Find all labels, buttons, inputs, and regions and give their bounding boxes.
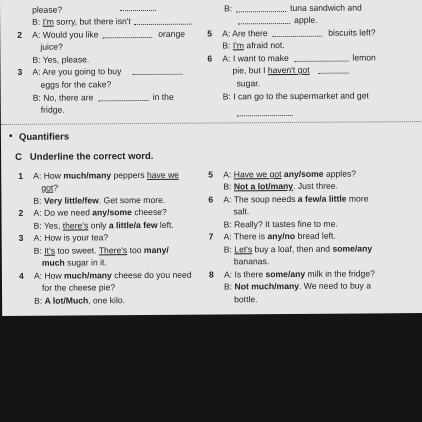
item6-a-line: A: I want to make	[222, 52, 289, 64]
c4-a-line2: for the cheese pie?	[41, 282, 116, 293]
c2-a-line: A: Do we need any/some cheese?	[33, 206, 167, 218]
exercise-heading: C Underline the correct word.	[15, 150, 154, 163]
item3-b-line: B: No, there are	[32, 92, 94, 103]
answer-blank[interactable]	[238, 16, 290, 24]
item-number: 8	[208, 269, 214, 280]
item-number: 1	[18, 170, 24, 181]
item-number: 6	[208, 194, 214, 205]
item2-a-line2: juice?	[40, 41, 63, 52]
item-number: 3	[18, 232, 24, 243]
c6-b-line: B: Really? It tastes fine to me.	[223, 218, 338, 230]
line-please: please?	[32, 4, 63, 15]
item1-b-line: B: I'm sorry, but there isn't	[32, 16, 131, 27]
c1-a-line: A: How much/many peppers have we	[33, 169, 179, 181]
item-number: 4	[18, 270, 24, 281]
item5-a-line: A: Are there	[222, 28, 268, 39]
item6-a-end: lemon	[352, 52, 376, 63]
top-apple: apple.	[294, 14, 318, 25]
answer-blank[interactable]	[134, 17, 192, 25]
c8-b-line: B: Not much/many. We need to buy a	[223, 280, 372, 292]
c2-b-line: B: Yes, there's only a little/a few left.	[33, 219, 174, 231]
c7-b-line: B: Let's buy a loaf, then and some/any	[223, 243, 373, 255]
answer-blank[interactable]	[272, 29, 322, 37]
c3-a-line: A: How is your tea?	[33, 232, 109, 243]
c1-b-line: B: Very little/few. Get some more.	[33, 194, 166, 206]
item2-a-line: A: Would you like	[32, 29, 99, 40]
c4-b-line: B: A lot/Much, one kilo.	[34, 295, 126, 306]
item3-a-line2: eggs for the cake?	[40, 79, 112, 90]
item6-b-line: B: I can go to the supermarket and get	[222, 90, 369, 102]
item-number: 3	[17, 66, 23, 77]
section-divider	[1, 121, 422, 125]
item6-sugar: sugar.	[236, 78, 261, 89]
top-b-end: tuna sandwich and	[290, 2, 362, 13]
section-bullet: •	[8, 130, 13, 142]
answer-blank[interactable]	[102, 30, 152, 38]
item-number: 5	[208, 169, 214, 180]
item2-a-end: orange	[158, 28, 186, 39]
item5-a-end: biscuits left?	[328, 27, 376, 38]
c5-b-line: B: Not a lot/many. Just three.	[223, 180, 338, 192]
item3-a-line: A: Are you going to buy	[32, 66, 122, 77]
item-number: 5	[207, 28, 213, 39]
c7-b-line2: bananas.	[233, 256, 270, 267]
c7-a-line: A: There is any/no bread left.	[223, 230, 336, 242]
c3-b-line: B: It's too sweet. There's too many/	[33, 244, 169, 256]
item3-b-line2: fridge.	[40, 104, 65, 115]
answer-blank[interactable]	[236, 4, 286, 12]
c3-b-line2: much sugar in it.	[41, 257, 107, 268]
answer-blank[interactable]	[99, 93, 149, 101]
answer-blank[interactable]	[294, 54, 348, 62]
c8-a-line: A: Is there some/any milk in the fridge?	[223, 268, 375, 280]
answer-blank[interactable]	[318, 66, 348, 74]
c6-a-line: A: The soup needs a few/a little more	[223, 193, 369, 205]
item2-b-line: B: Yes, please.	[32, 54, 90, 65]
item-number: 2	[17, 29, 23, 40]
answer-blank[interactable]	[120, 3, 156, 11]
item3-b-end: in the	[152, 91, 174, 102]
c1-a-line2: got?	[41, 182, 59, 193]
c5-a-line: A: Have we got any/some apples?	[223, 168, 357, 180]
section-title: Quantifiers	[18, 131, 70, 143]
item-number: 7	[208, 231, 214, 242]
c6-a-line2: salt.	[233, 206, 250, 217]
answer-blank[interactable]	[132, 67, 182, 75]
top-b-prefix: B:	[224, 3, 233, 14]
answer-blank[interactable]	[237, 108, 293, 116]
item-number: 6	[207, 53, 213, 64]
c8-b-line2: bottle.	[234, 294, 258, 305]
dark-background	[0, 316, 422, 422]
item6-pie-line: pie, but I haven't got	[232, 64, 310, 76]
item-number: 2	[18, 207, 24, 218]
c4-a-line: A: How much/many cheese do you need	[33, 269, 192, 281]
item5-b-line: B: I'm afraid not.	[222, 40, 285, 51]
